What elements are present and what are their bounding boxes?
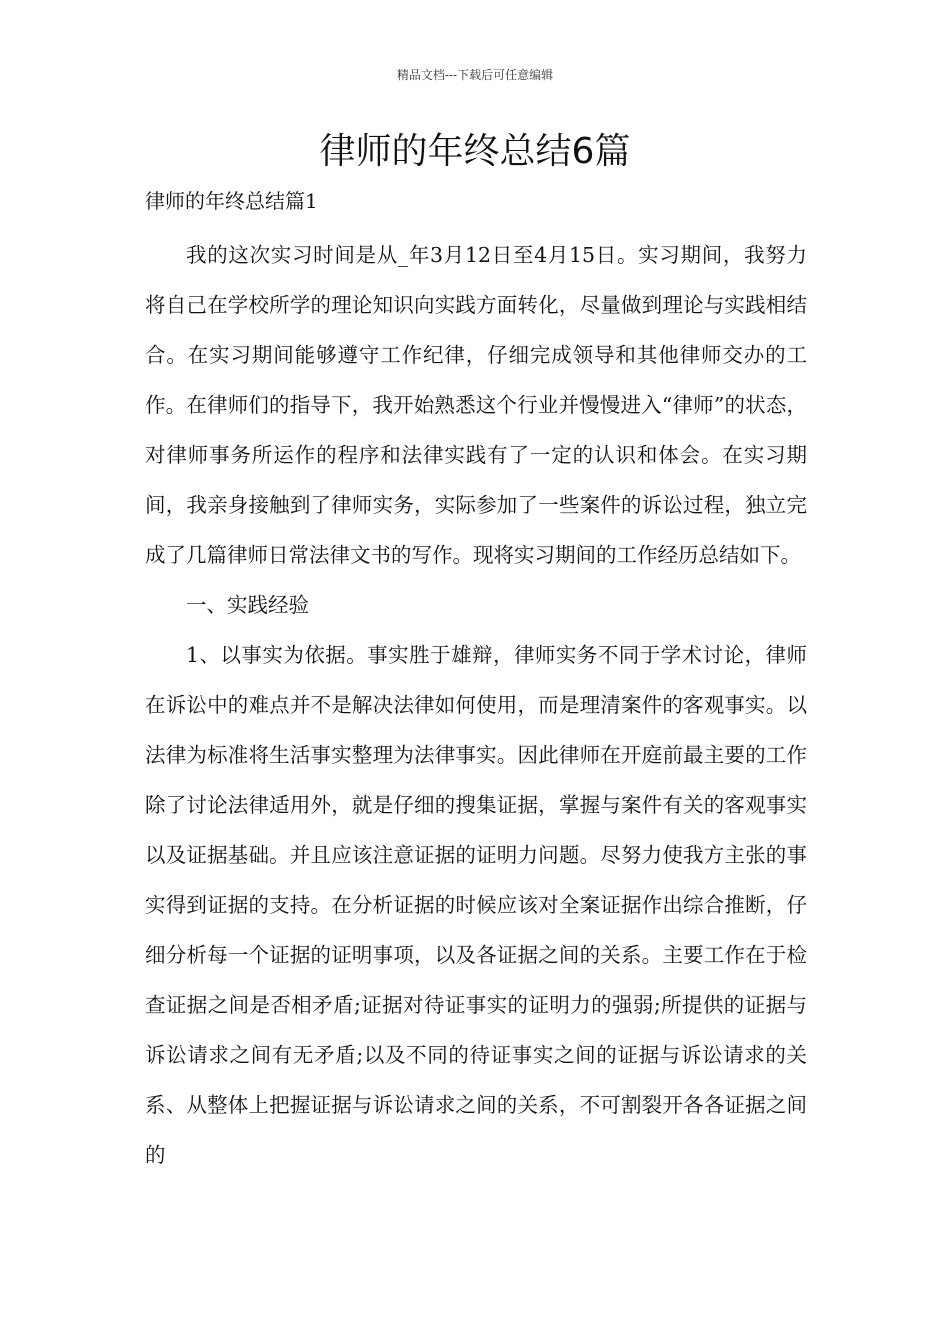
paragraph-intro: 我的这次实习时间是从_年3月12日至4月15日。实习期间，我努力将自己在学校所学的理论知识向实践方面转化，尽量做到理论与实践相结合。在实习期间能够遵守工作纪律，仔细完成领导和其他律师交办的工作。在律师们的指导下，我开始熟悉这个行业并慢慢进入“律师”的状态，对律师事务所运作的程序和法律实践有了一定的认识和体会。在实习期间，我亲身接触到了律师实务，实际参加了一些案件的诉讼过程，独立完成了几篇律师日常法律文书的写作。现将实习期间的工作经历总结如下。	[145, 243, 807, 567]
header-note: 精品文档---下载后可任意编辑	[396, 68, 554, 82]
paragraph-evidence: 1、以事实为依据。事实胜于雄辩，律师实务不同于学术讨论，律师在诉讼中的难点并不是解决法律如何使用，而是理清案件的客观事实。以法律为标准将生活事实整理为法律事实。因此律师在开庭前最主要的工作除了讨论法律适用外，就是仔细的搜集证据，掌握与案件有关的客观事实以及证据基础。并且应该注意证据的证明力问题。尽努力使我方主张的事实得到证据的支持。在分析证据的时候应该对全案证据作出综合推断，仔细分析每一个证据的证明事项，以及各证据之间的关系。主要工作在于检查证据之间是否相矛盾;证据对待证事实的证明力的强弱;所提供的证据与诉讼请求之间有无矛盾;以及不同的待证事实之间的证据与诉讼请求的关系、从整体上把握证据与诉讼请求之间的关系，不可割裂开各各证据之间的	[145, 643, 807, 1167]
document-title: 律师的年终总结6篇	[319, 131, 631, 172]
document-body	[145, 230, 807, 1180]
section-title: 律师的年终总结篇1	[145, 189, 318, 213]
paragraph-heading-practice: 一、实践经验	[186, 593, 309, 617]
